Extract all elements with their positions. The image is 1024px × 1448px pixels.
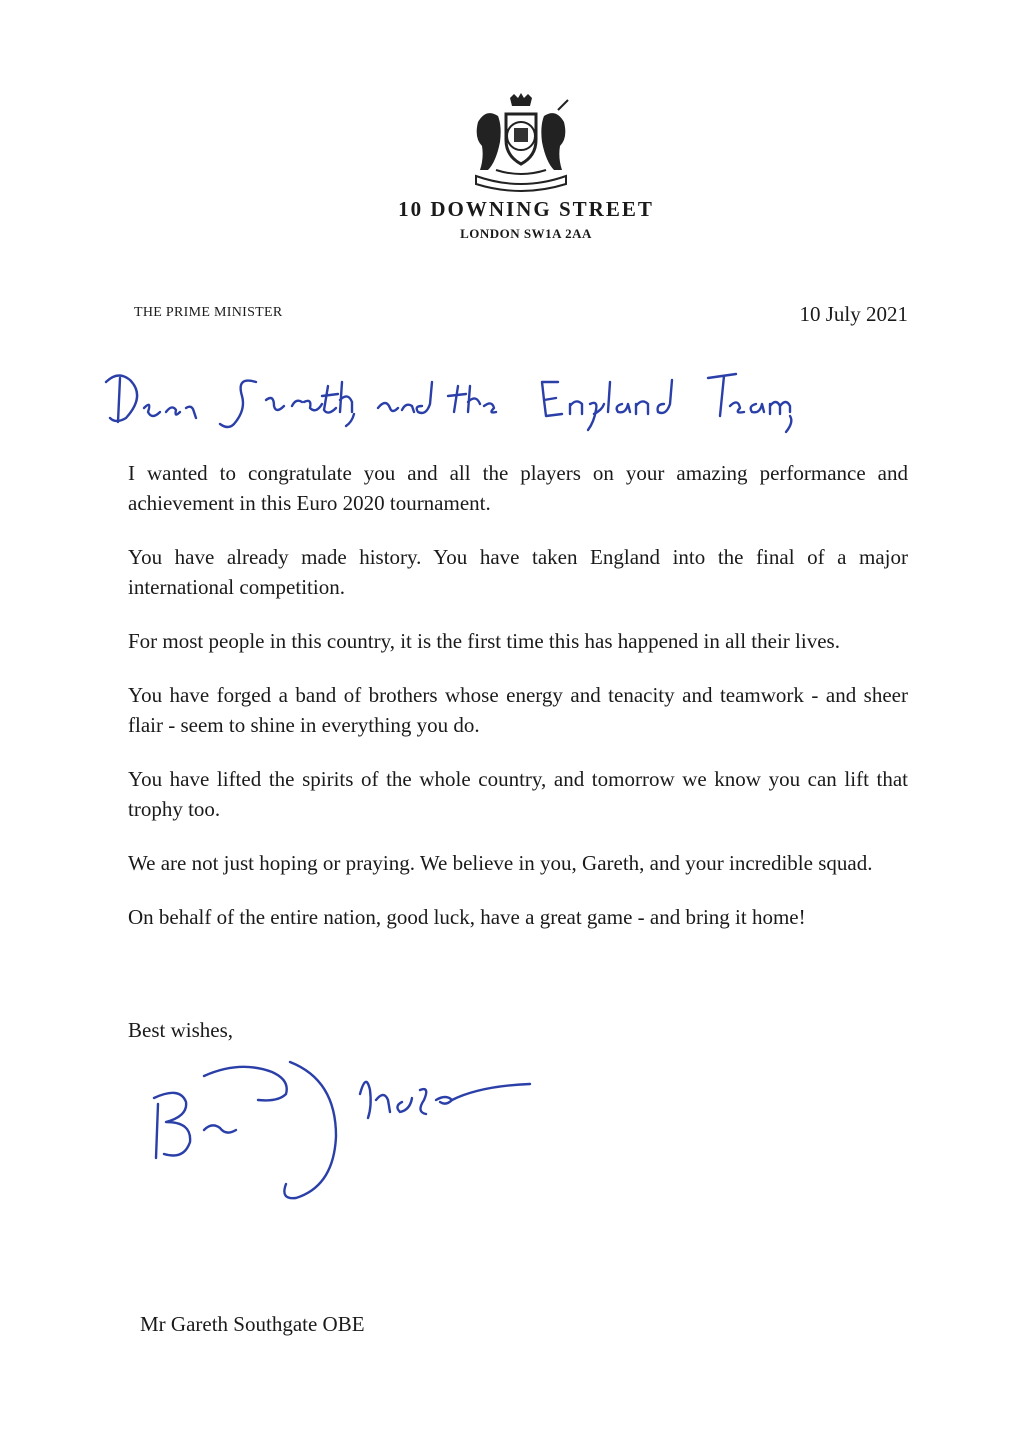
letter-date: 10 July 2021 xyxy=(799,302,908,326)
letter-body xyxy=(128,458,908,956)
body-paragraph: You have lifted the spirits of the whole country, and tomorrow we know you can lift that trophy too. xyxy=(128,767,908,821)
sender-title: THE PRIME MINISTER xyxy=(134,305,283,320)
address-line-2: LONDON SW1A 2AA xyxy=(460,226,592,241)
body-paragraph: You have forged a band of brothers whose energy and tenacity and teamwork - and sheer flair - seem to shine in everything you do. xyxy=(128,683,908,737)
body-paragraph: On behalf of the entire nation, good luck, have a great game - and bring it home! xyxy=(128,905,806,929)
body-paragraph: We are not just hoping or praying. We believe in you, Gareth, and your incredible squad. xyxy=(128,851,873,875)
royal-coat-of-arms-icon xyxy=(466,92,576,192)
salutation-text: Dear Gareth, and the England Team, xyxy=(96,352,111,353)
signature-text: Boris Johnson xyxy=(140,1050,146,1051)
handwritten-signature xyxy=(140,1050,560,1210)
body-paragraph: I wanted to congratulate you and all the players on your amazing performance and achievement in this Euro 2020 tournament. xyxy=(128,461,908,515)
body-paragraph: You have already made history. You have taken England into the final of a major international competition. xyxy=(128,545,908,599)
address-line-1: 10 DOWNING STREET xyxy=(398,197,654,221)
recipient-name: Mr Gareth Southgate OBE xyxy=(140,1312,365,1336)
body-paragraph: For most people in this country, it is the first time this has happened in all their lives. xyxy=(128,629,840,653)
handwritten-salutation xyxy=(96,352,796,442)
closing: Best wishes, xyxy=(128,1018,233,1042)
